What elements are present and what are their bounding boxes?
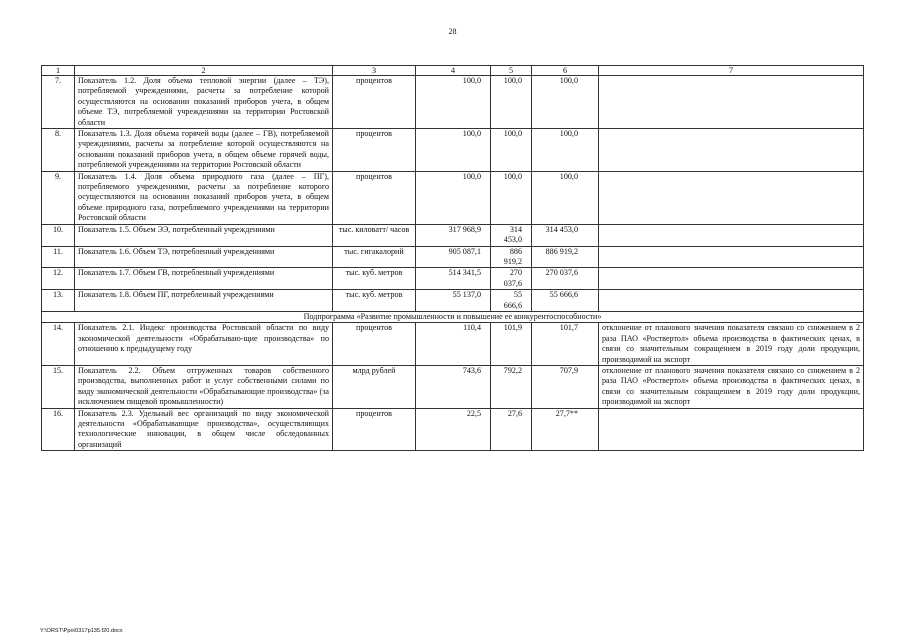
- value-cell: 22,5: [416, 408, 491, 451]
- table-row: [42, 129, 864, 172]
- value-cell: 100,0: [416, 171, 491, 224]
- value-cell: 317 968,9: [416, 224, 491, 246]
- column-header: 4: [416, 66, 491, 76]
- table-row: [42, 246, 864, 268]
- row-number: 11.: [42, 246, 75, 268]
- note-cell: отклонение от планового значения показателя связано со снижением в 2 раза ПАО «Роствертол» объема производства в фактических ценах, в связи со значительным сокращением в 2019 году доли продукции, производимой на экспорт: [599, 365, 864, 408]
- value-cell: 100,0: [532, 129, 599, 172]
- value-cell: 886 919,2: [491, 246, 532, 268]
- unit-cell: тыс. киловатт/ часов: [333, 224, 416, 246]
- value-cell: 55 666,6: [532, 290, 599, 312]
- unit-cell: процентов: [333, 323, 416, 366]
- value-cell: 100,0: [491, 171, 532, 224]
- table-row: [42, 323, 864, 366]
- row-number: 14.: [42, 323, 75, 366]
- indicator-text: Показатель 1.8. Объем ПГ, потребленный учреждениями: [75, 290, 333, 312]
- row-number: 16.: [42, 408, 75, 451]
- row-number: 9.: [42, 171, 75, 224]
- value-cell: 27,7**: [532, 408, 599, 451]
- indicator-text: Показатель 2.2. Объем отгруженных товаров собственного производства, выполненных работ и услуг собственными силами по виду экономической деятельности «Обрабатывающие производства» (за исключением пищевой промышленности): [75, 365, 333, 408]
- column-header: 2: [75, 66, 333, 76]
- value-cell: 100,0: [416, 129, 491, 172]
- column-header: 3: [333, 66, 416, 76]
- value-cell: 270 037,6: [491, 268, 532, 290]
- indicator-text: Показатель 2.3. Удельный вес организаций по виду экономической деятельности «Обрабатывающие производства», осуществляющих технологические инновации, в общем числе обследованных организаций: [75, 408, 333, 451]
- value-cell: 314 453,0: [532, 224, 599, 246]
- value-cell: 707,9: [532, 365, 599, 408]
- value-cell: 101,9: [491, 323, 532, 366]
- indicator-text: Показатель 1.3. Доля объема горячей воды (далее – ГВ), потребляемой учреждениями, расчеты за потребление которой осуществляются на основании показаний приборов учета, в общем объеме горячей воды, потребляемой учреждениями на территории Ростовской области: [75, 129, 333, 172]
- unit-cell: тыс. гигакалорий: [333, 246, 416, 268]
- note-cell: [599, 129, 864, 172]
- table-row: [42, 171, 864, 224]
- note-cell: [599, 268, 864, 290]
- value-cell: 514 341,5: [416, 268, 491, 290]
- value-cell: 101,7: [532, 323, 599, 366]
- unit-cell: процентов: [333, 171, 416, 224]
- indicator-text: Показатель 1.5. Объем ЭЭ, потребленный учреждениями: [75, 224, 333, 246]
- column-header: 5: [491, 66, 532, 76]
- row-number: 15.: [42, 365, 75, 408]
- table-row: [42, 268, 864, 290]
- table-row: [42, 224, 864, 246]
- value-cell: 743,6: [416, 365, 491, 408]
- indicator-text: Показатель 1.4. Доля объема природного газа (далее – ПГ), потребляемого учреждениями, расчеты за потребление которого осуществляются на основании показаний приборов учета, в общем объеме природного газа, потребляемого учреждениями на территории Ростовской области: [75, 171, 333, 224]
- indicators-table: [41, 65, 864, 451]
- table-header-row: [42, 66, 864, 76]
- table-row: [42, 290, 864, 312]
- page-number: 28: [448, 27, 457, 36]
- value-cell: 792,2: [491, 365, 532, 408]
- subprogram-row: [42, 311, 864, 322]
- value-cell: 55 137,0: [416, 290, 491, 312]
- value-cell: 270 037,6: [532, 268, 599, 290]
- value-cell: 886 919,2: [532, 246, 599, 268]
- value-cell: 100,0: [491, 76, 532, 129]
- column-header: 6: [532, 66, 599, 76]
- row-number: 10.: [42, 224, 75, 246]
- value-cell: 100,0: [416, 76, 491, 129]
- table-row: [42, 408, 864, 451]
- value-cell: 27,6: [491, 408, 532, 451]
- note-cell: [599, 290, 864, 312]
- indicator-text: Показатель 1.7. Объем ГВ, потребленный учреждениями: [75, 268, 333, 290]
- value-cell: 110,4: [416, 323, 491, 366]
- column-header: 1: [42, 66, 75, 76]
- table-row: [42, 76, 864, 129]
- indicator-text: Показатель 1.2. Доля объема тепловой энергии (далее – ТЭ), потребляемой учреждениями, расчеты за потребление которой осуществляются на основании показаний приборов учета, в общем объеме ТЭ, потребляемой учреждениями на территории Ростовской области: [75, 76, 333, 129]
- unit-cell: млрд рублей: [333, 365, 416, 408]
- row-number: 13.: [42, 290, 75, 312]
- note-cell: [599, 246, 864, 268]
- table-row: [42, 365, 864, 408]
- note-cell: [599, 408, 864, 451]
- file-path: Y:\ORST\Ppo\0317p135.f20.docx: [40, 628, 123, 634]
- row-number: 12.: [42, 268, 75, 290]
- unit-cell: тыс. куб. метров: [333, 290, 416, 312]
- value-cell: 314 453,0: [491, 224, 532, 246]
- unit-cell: тыс. куб. метров: [333, 268, 416, 290]
- value-cell: 100,0: [491, 129, 532, 172]
- value-cell: 905 087,1: [416, 246, 491, 268]
- value-cell: 55 666,6: [491, 290, 532, 312]
- subprogram-title: Подпрограмма «Развитие промышленности и повышение ее конкурентоспособности»: [42, 311, 864, 322]
- indicator-text: Показатель 1.6. Объем ТЭ, потребленный учреждениями: [75, 246, 333, 268]
- note-cell: [599, 76, 864, 129]
- note-cell: отклонение от планового значения показателя связано со снижением в 2 раза ПАО «Роствертол» объема производства в фактических ценах, в связи со значительным сокращением в 2019 году доли продукции, производимой на экспорт: [599, 323, 864, 366]
- value-cell: 100,0: [532, 171, 599, 224]
- row-number: 8.: [42, 129, 75, 172]
- note-cell: [599, 171, 864, 224]
- column-header: 7: [599, 66, 864, 76]
- indicator-text: Показатель 2.1. Индекс производства Ростовской области по виду экономической деятельности «Обрабатываю-щие производства» по отношению к предыдущему году: [75, 323, 333, 366]
- unit-cell: процентов: [333, 129, 416, 172]
- note-cell: [599, 224, 864, 246]
- value-cell: 100,0: [532, 76, 599, 129]
- unit-cell: процентов: [333, 408, 416, 451]
- unit-cell: процентов: [333, 76, 416, 129]
- row-number: 7.: [42, 76, 75, 129]
